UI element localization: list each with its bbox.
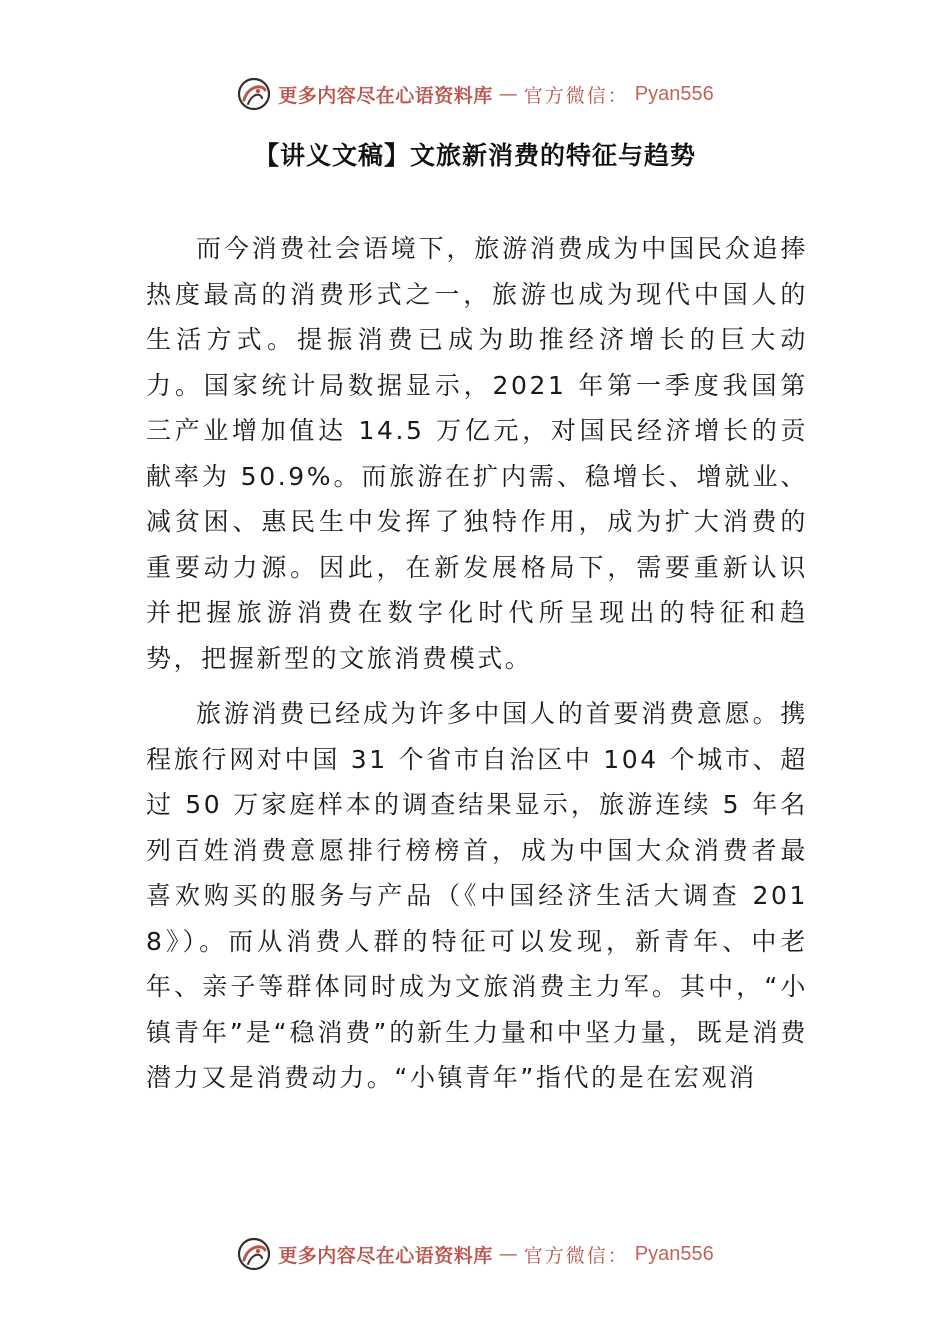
document-body [146,226,808,1111]
header-banner [0,70,950,118]
banner-separator: — [498,83,518,105]
banner-separator: — [498,1243,518,1265]
banner-wechat-id: Pyan556 [634,82,714,105]
paragraph: 旅游消费已经成为许多中国人的首要消费意愿。携程旅行网对中国 31 个省市自治区中 104 个城市、超过 50 万家庭样本的调查结果显示，旅游连续 5 年名列百姓消费意愿排行榜榜首，成为中国大众消费者最喜欢购买的服务与产品（《中国经济生活大调查 2018》）。而从消费人群的特征可以发现，新青年、中老年、亲子等群体同时成为文旅消费主力军。其中，“小镇青年”是“稳消费”的新生力量和中坚力量，既是消费潜力又是消费动力。“小镇青年”指代的是在宏观消 [146,699,808,1092]
footer-banner [0,1230,950,1278]
banner-wechat-id: Pyan556 [634,1242,714,1265]
paragraph: 而今消费社会语境下，旅游消费成为中国民众追捧热度最高的消费形式之一，旅游也成为现代中国人的生活方式。提振消费已成为助推经济增长的巨大动力。国家统计局数据显示，2021 年第一季度我国第三产业增加值达 14.5 万亿元，对国民经济增长的贡献率为 50.9%。而旅游在扩内需、稳增长、增就业、减贫困、惠民生中发挥了独特作用，成为扩大消费的重要动力源。因此，在新发展格局下，需要重新认识并把握旅游消费在数字化时代所呈现出的特征和趋势，把握新型的文旅消费模式。 [146,234,808,673]
banner-wechat-label: 官方微信： [523,1244,629,1267]
swirl-logo-icon [236,1236,272,1272]
banner-brand-text: 更多内容尽在心语资料库 [278,1244,493,1267]
banner-brand-text: 更多内容尽在心语资料库 [278,84,493,107]
document-title: 【讲义文稿】文旅新消费的特征与趋势 [253,141,696,170]
banner-wechat-label: 官方微信： [523,84,629,107]
swirl-logo-icon [236,76,272,112]
